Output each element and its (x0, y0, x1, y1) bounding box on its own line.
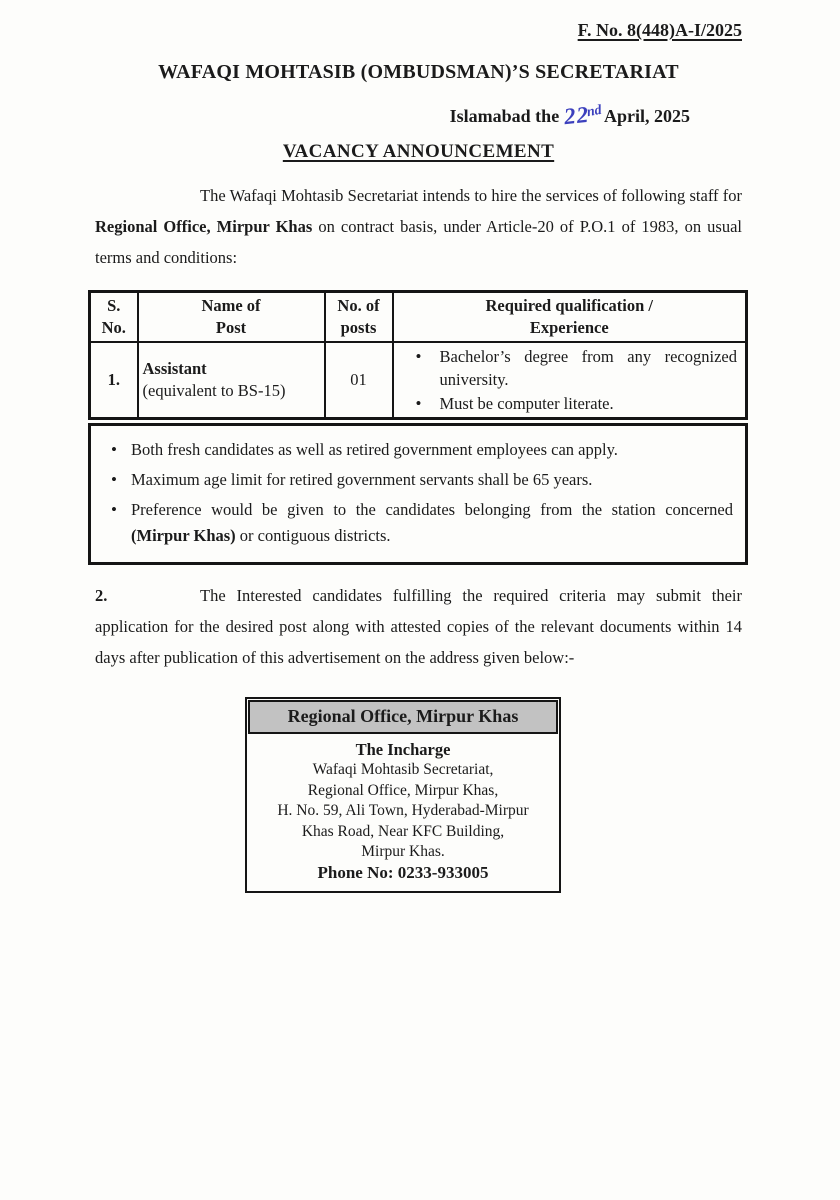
qualification-item: • Must be computer literate. (398, 392, 742, 415)
address-line: Khas Road, Near KFC Building, (301, 822, 505, 840)
application-paragraph-text: The Interested candidates fulfilling the required criteria may submit their application for the desired post along with attested copies of the relevant documents within 14 days after publication of this advertisement on the address given below:- (95, 585, 742, 667)
header-no-of-posts: No. of posts (325, 291, 393, 342)
header-s-no: S. No. (90, 291, 138, 342)
cell-s-no: 1. (90, 342, 138, 419)
vacancy-heading (95, 141, 742, 163)
intro-tail: on contract basis, under Article-20 of P.O.1 of 1983, on usual terms and conditions: (95, 217, 742, 267)
notes-box (88, 423, 748, 565)
address-line: Wafaqi Mohtasib Secretariat, (312, 761, 494, 778)
date-line (95, 102, 690, 128)
application-paragraph (95, 580, 742, 673)
intro-lead: The Wafaqi Mohtasib Secretariat intends to hire the services of following staff for (200, 186, 742, 205)
file-number-text: F. No. 8(448)A-I/2025 (577, 20, 742, 40)
address-line: H. No. 59, Ali Town, Hyderabad-Mirpur (277, 802, 529, 819)
cell-qualifications (393, 342, 747, 419)
address-line: Mirpur Khas. (361, 843, 445, 860)
date-suffix: April, 2025 (600, 106, 690, 126)
cell-post (138, 342, 325, 419)
table-header-row (90, 291, 747, 342)
post-detail: (equivalent to BS-15) (142, 380, 286, 400)
table-row (90, 342, 747, 419)
note-item: • Both fresh candidates as well as retired government employees can apply. (97, 437, 733, 463)
handwritten-day-suffix: nd (585, 102, 603, 121)
header-qualification: Required qualification / Experience (393, 291, 747, 342)
bullet-icon (398, 392, 440, 415)
paragraph-number: 2. (95, 585, 108, 605)
vacancy-heading-text: VACANCY ANNOUNCEMENT (282, 141, 555, 162)
note-item: • Preference would be given to the candidates belonging from the station concerned (Mirpur Khas) or contiguous districts. (97, 497, 733, 549)
handwritten-day: 22 (562, 101, 590, 130)
file-number (95, 20, 742, 41)
address-line: Regional Office, Mirpur Khas, (307, 781, 499, 799)
address-box-body (247, 735, 559, 892)
vacancy-table (88, 290, 748, 420)
address-box (245, 697, 561, 894)
address-phone: Phone No: 0233-933005 (317, 862, 489, 882)
address-incharge: The Incharge (355, 739, 451, 759)
bullet-icon (97, 437, 131, 463)
organization-title: WAFAQI MOHTASIB (OMBUDSMAN)’S SECRETARIAT (158, 61, 679, 83)
intro-office-name: Regional Office, Mirpur Khas (95, 217, 313, 236)
date-prefix: Islamabad the (449, 106, 564, 126)
header-name-of-post: Name of Post (138, 291, 325, 342)
address-box-title: Regional Office, Mirpur Khas (248, 700, 558, 734)
intro-paragraph (95, 180, 742, 273)
bullet-icon (97, 497, 131, 549)
bullet-icon (398, 345, 440, 391)
bullet-icon (97, 467, 131, 493)
cell-num-posts: 01 (325, 342, 393, 419)
qualification-item: • Bachelor’s degree from any recognized university. (398, 345, 742, 391)
post-name: Assistant (142, 358, 207, 378)
note-item: • Maximum age limit for retired government servants shall be 65 years. (97, 467, 733, 493)
